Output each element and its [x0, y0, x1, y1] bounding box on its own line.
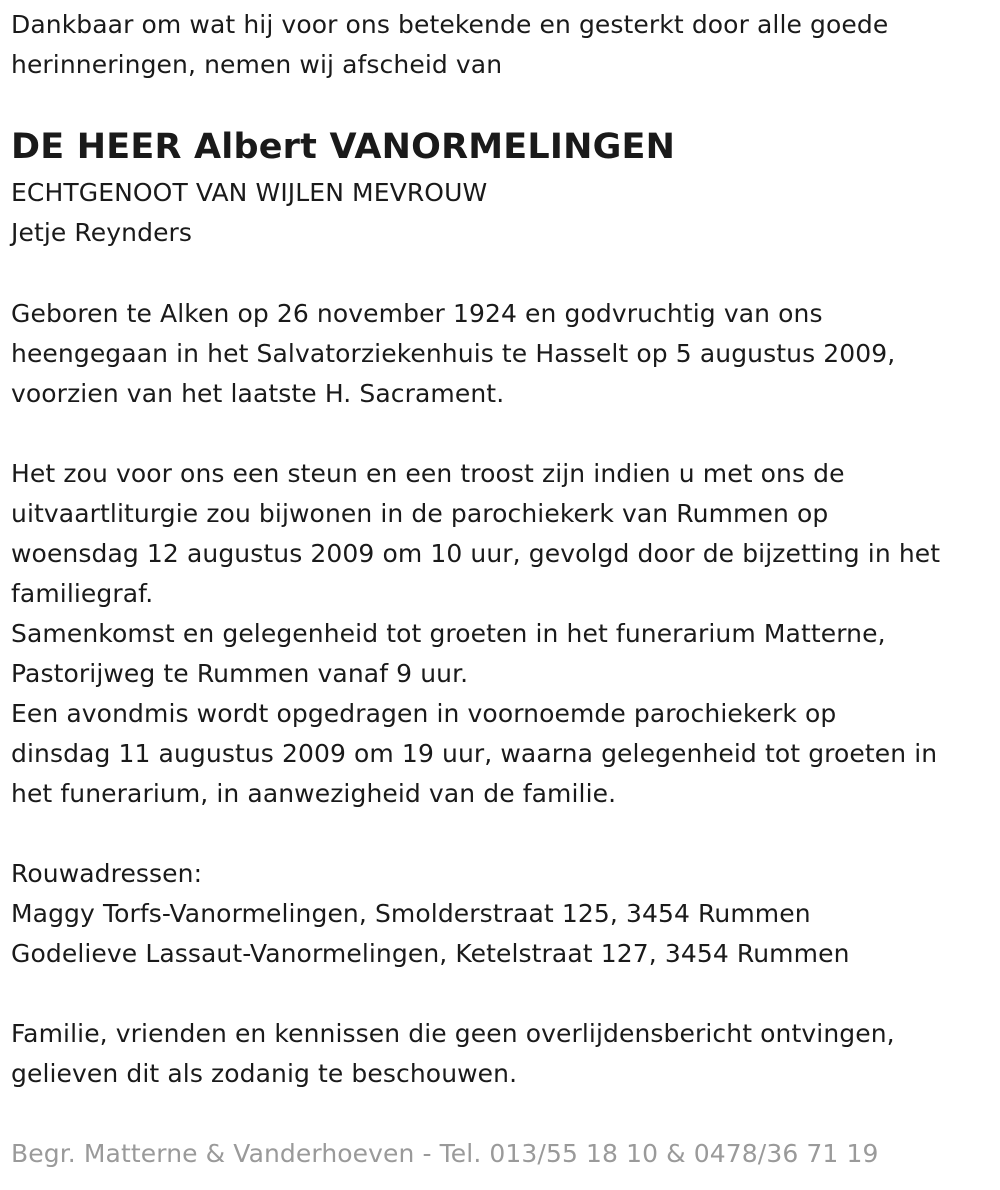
intro-line: Dankbaar om wat hij voor ons betekende en gesterkt door alle goede — [11, 10, 889, 39]
funeral-paragraph — [11, 454, 940, 814]
spouse-block — [11, 173, 487, 253]
funeral-line: uitvaartliturgie zou bijwonen in de parochiekerk van Rummen op — [11, 499, 829, 528]
birth-death-line: heengegaan in het Salvatorziekenhuis te Hasselt op 5 augustus 2009, — [11, 339, 896, 368]
closing-line: gelieven dit als zodanig te beschouwen. — [11, 1059, 518, 1088]
funeral-line: het funerarium, in aanwezigheid van de familie. — [11, 779, 617, 808]
birth-death-paragraph — [11, 294, 895, 414]
funeral-line: woensdag 12 augustus 2009 om 10 uur, gevolgd door de bijzetting in het — [11, 539, 941, 568]
funeral-line: familiegraf. — [11, 579, 154, 608]
spouse-title: ECHTGENOOT VAN WIJLEN MEVROUW — [11, 178, 488, 207]
intro-paragraph — [11, 5, 888, 85]
birth-death-line: Geboren te Alken op 26 november 1924 en godvruchtig van ons — [11, 299, 823, 328]
funeral-home-footer: Begr. Matterne & Vanderhoeven - Tel. 013/55 18 10 & 0478/36 71 19 — [11, 1139, 879, 1168]
closing-line: Familie, vrienden en kennissen die geen overlijdensbericht ontvingen, — [11, 1019, 895, 1048]
intro-line: herinneringen, nemen wij afscheid van — [11, 50, 503, 79]
closing-paragraph — [11, 1014, 895, 1094]
funeral-line: Samenkomst en gelegenheid tot groeten in het funerarium Matterne, — [11, 619, 886, 648]
birth-death-line: voorzien van het laatste H. Sacrament. — [11, 379, 505, 408]
deceased-name: DE HEER Albert VANORMELINGEN — [11, 127, 676, 167]
funeral-line: Het zou voor ons een steun en een troost zijn indien u met ons de — [11, 459, 845, 488]
address-entry: Maggy Torfs-Vanormelingen, Smolderstraat 125, 3454 Rummen — [11, 899, 811, 928]
funeral-line: Een avondmis wordt opgedragen in voornoemde parochiekerk op — [11, 699, 837, 728]
address-entry: Godelieve Lassaut-Vanormelingen, Ketelstraat 127, 3454 Rummen — [11, 939, 850, 968]
spouse-name: Jetje Reynders — [11, 218, 193, 247]
funeral-line: dinsdag 11 augustus 2009 om 19 uur, waarna gelegenheid tot groeten in — [11, 739, 938, 768]
mourning-addresses — [11, 854, 850, 974]
addresses-heading: Rouwadressen: — [11, 859, 203, 888]
funeral-line: Pastorijweg te Rummen vanaf 9 uur. — [11, 659, 469, 688]
